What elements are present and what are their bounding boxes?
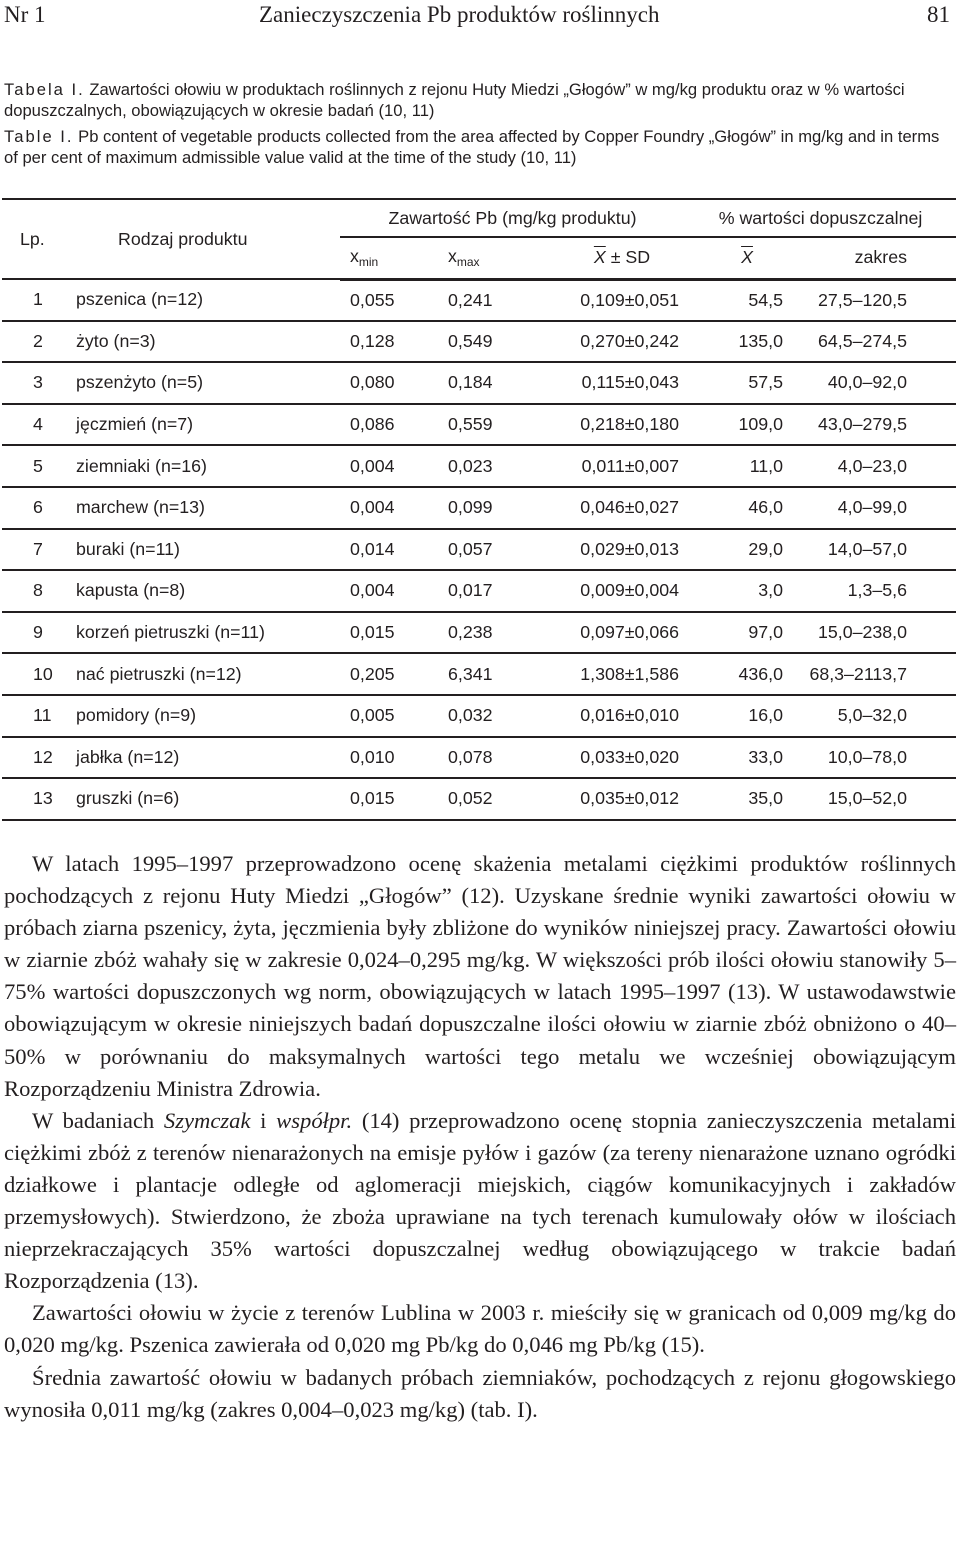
cell-percent: 35,0	[685, 778, 789, 820]
header-percent-mean-symbol: $\overline{X}$	[741, 247, 753, 268]
cell-mean-sd: 0,016±0,010	[525, 695, 685, 737]
cell-lp: 9	[2, 612, 66, 654]
table-row	[2, 653, 956, 695]
cell-percent: 57,5	[685, 362, 789, 404]
cell-range: 14,0–57,0	[789, 529, 956, 571]
cell-lp: 6	[2, 487, 66, 529]
cell-max: 0,017	[430, 570, 525, 612]
author-name: Szymczak	[163, 1107, 251, 1133]
cell-min: 0,055	[340, 279, 430, 321]
cell-percent: 109,0	[685, 404, 789, 446]
cell-product: jabłka (n=12)	[66, 737, 340, 779]
cell-min: 0,010	[340, 737, 430, 779]
cell-min: 0,015	[340, 778, 430, 820]
cell-mean-sd: 0,218±0,180	[525, 404, 685, 446]
header-x-max	[430, 237, 525, 279]
cell-percent: 3,0	[685, 570, 789, 612]
cell-product: marchew (n=13)	[66, 487, 340, 529]
cell-lp: 10	[2, 653, 66, 695]
cell-percent: 135,0	[685, 321, 789, 363]
cell-lp: 11	[2, 695, 66, 737]
cell-mean-sd: 0,270±0,242	[525, 321, 685, 363]
cell-percent: 46,0	[685, 487, 789, 529]
table-row	[2, 404, 956, 446]
header-x-max-symbol: x	[448, 246, 457, 267]
running-header	[0, 0, 960, 32]
cell-product: kapusta (n=8)	[66, 570, 340, 612]
cell-range: 15,0–238,0	[789, 612, 956, 654]
cell-product: gruszki (n=6)	[66, 778, 340, 820]
cell-min: 0,004	[340, 570, 430, 612]
cell-mean-sd: 0,046±0,027	[525, 487, 685, 529]
cell-range: 1,3–5,6	[789, 570, 956, 612]
lead-content-table	[2, 198, 956, 821]
cell-max: 0,023	[430, 445, 525, 487]
cell-range: 27,5–120,5	[789, 279, 956, 321]
cell-min: 0,205	[340, 653, 430, 695]
caption-polish-text: Zawartości ołowiu w produktach roślinnych z rejonu Huty Miedzi „Głogów” w mg/kg produktu oraz w % wartości dopuszczalnych, obowiązujących w okresie badań (10, 11)	[4, 80, 905, 120]
paragraph-4: Średnia zawartość ołowiu w badanych próbach ziemniaków, pochodzących z rejonu głogowskiego wynosiła 0,011 mg/kg (zakres 0,004–0,023 mg/kg) (tab. I).	[4, 1364, 956, 1422]
paragraph-1: W latach 1995–1997 przeprowadzono ocenę skażenia metalami ciężkimi produktów roślinnych pochodzących z rejonu Huty Miedzi „Głogów” (12). Uzyskane średnie wyniki zawartości ołowiu w próbach ziarna pszenicy, żyta, jęczmienia były zbliżone do wyników niniejszej pracy. Zawartości ołowiu w ziarnie zbóż wahały się w zakresie 0,024–0,295 mg/kg. W większości prób ilości ołowiu stanowiły 5–75% wartości dopuszczonych wg norm, obowiązujących w latach 1995–1997 (13). W ustawodawstwie obowiązującym w okresie niniejszych badań dopuszczalne ilości ołowiu w ziarnie zbóż obniżono o 40–50% w porównaniu do maksymalnych wartości tego metalu we wcześniej obowiązującym Rozporządzeniu Ministra Zdrowia.	[4, 851, 956, 1101]
cell-range: 10,0–78,0	[789, 737, 956, 779]
cell-lp: 13	[2, 778, 66, 820]
cell-product: żyto (n=3)	[66, 321, 340, 363]
cell-mean-sd: 0,115±0,043	[525, 362, 685, 404]
cell-mean-sd: 0,009±0,004	[525, 570, 685, 612]
cell-lp: 8	[2, 570, 66, 612]
header-lp: Lp.	[2, 199, 66, 279]
article-body	[4, 848, 956, 1426]
cell-product: pomidory (n=9)	[66, 695, 340, 737]
cell-mean-sd: 1,308±1,586	[525, 653, 685, 695]
paragraph-2-part-a: W badaniach	[32, 1107, 164, 1133]
cell-min: 0,128	[340, 321, 430, 363]
table-row	[2, 695, 956, 737]
cell-max: 0,238	[430, 612, 525, 654]
cell-min: 0,086	[340, 404, 430, 446]
table-row	[2, 737, 956, 779]
cell-max: 0,099	[430, 487, 525, 529]
caption-english	[4, 126, 956, 168]
header-max-subscript: max	[456, 255, 480, 270]
cell-mean-sd: 0,109±0,051	[525, 279, 685, 321]
cell-min: 0,004	[340, 445, 430, 487]
cell-max: 6,341	[430, 653, 525, 695]
cell-product: korzeń pietruszki (n=11)	[66, 612, 340, 654]
table-row	[2, 487, 956, 529]
cell-product: buraki (n=11)	[66, 529, 340, 571]
cell-min: 0,005	[340, 695, 430, 737]
header-mean-symbol: $\overline{X}$	[593, 247, 606, 268]
cell-min: 0,004	[340, 487, 430, 529]
header-product: Rodzaj produktu	[66, 199, 340, 279]
cell-percent: 11,0	[685, 445, 789, 487]
cell-range: 43,0–279,5	[789, 404, 956, 446]
cell-range: 40,0–92,0	[789, 362, 956, 404]
cell-range: 15,0–52,0	[789, 778, 956, 820]
cell-max: 0,078	[430, 737, 525, 779]
cell-lp: 2	[2, 321, 66, 363]
running-title: Zanieczyszczenia Pb produktów roślinnych	[259, 2, 660, 27]
cell-percent: 436,0	[685, 653, 789, 695]
caption-polish	[4, 79, 956, 121]
table-row	[2, 321, 956, 363]
cell-percent: 54,5	[685, 279, 789, 321]
cell-lp: 12	[2, 737, 66, 779]
table-row	[2, 445, 956, 487]
header-x-min	[340, 237, 430, 279]
cell-max: 0,549	[430, 321, 525, 363]
cell-percent: 29,0	[685, 529, 789, 571]
cell-lp: 4	[2, 404, 66, 446]
header-x-min-symbol: x	[350, 246, 359, 267]
cell-mean-sd: 0,033±0,020	[525, 737, 685, 779]
page-number: 81	[927, 2, 950, 27]
cell-percent: 33,0	[685, 737, 789, 779]
cell-percent: 97,0	[685, 612, 789, 654]
table-row	[2, 529, 956, 571]
paragraph-3: Zawartości ołowiu w życie z terenów Lublina w 2003 r. mieściły się w granicach od 0,009 mg/kg do 0,020 mg/kg. Pszenica zawierała od 0,020 mg Pb/kg do 0,046 mg Pb/kg (15).	[4, 1300, 956, 1358]
header-min-subscript: min	[358, 255, 379, 270]
table-captions	[4, 79, 956, 173]
table-row	[2, 778, 956, 820]
cell-min: 0,014	[340, 529, 430, 571]
cell-max: 0,559	[430, 404, 525, 446]
cell-min: 0,080	[340, 362, 430, 404]
cell-max: 0,184	[430, 362, 525, 404]
cell-mean-sd: 0,011±0,007	[525, 445, 685, 487]
cell-lp: 7	[2, 529, 66, 571]
cell-range: 5,0–32,0	[789, 695, 956, 737]
cell-max: 0,052	[430, 778, 525, 820]
table-row	[2, 279, 956, 321]
paragraph-2-part-b: i	[250, 1107, 277, 1133]
issue-number: Nr 1	[4, 2, 46, 27]
cell-max: 0,032	[430, 695, 525, 737]
table-row	[2, 612, 956, 654]
caption-polish-label: Tabela I.	[4, 80, 85, 99]
header-percent-group: % wartości dopuszczalnej	[685, 199, 956, 237]
cell-product: nać pietruszki (n=12)	[66, 653, 340, 695]
table-row	[2, 362, 956, 404]
cell-lp: 1	[2, 279, 66, 321]
cell-range: 4,0–99,0	[789, 487, 956, 529]
cell-lp: 3	[2, 362, 66, 404]
cell-range: 4,0–23,0	[789, 445, 956, 487]
cell-min: 0,015	[340, 612, 430, 654]
header-mean-sd	[525, 237, 685, 279]
caption-english-text: Pb content of vegetable products collected from the area affected by Copper Foundry „Głogów” in mg/kg and in terms of per cent of maximum admissible value valid at the time of the study (10, 11)	[4, 127, 940, 167]
table-header-row-1	[2, 199, 956, 237]
cell-product: pszenżyto (n=5)	[66, 362, 340, 404]
header-sd-suffix: ± SD	[610, 247, 651, 268]
cell-product: ziemniaki (n=16)	[66, 445, 340, 487]
header-range: zakres	[789, 237, 956, 279]
table-row	[2, 570, 956, 612]
cell-range: 64,5–274,5	[789, 321, 956, 363]
header-content-group: Zawartość Pb (mg/kg produktu)	[340, 199, 685, 237]
cell-mean-sd: 0,029±0,013	[525, 529, 685, 571]
table-body	[2, 279, 956, 820]
et-al: współpr.	[276, 1107, 353, 1133]
cell-max: 0,241	[430, 279, 525, 321]
caption-english-label: Table I.	[4, 127, 74, 146]
cell-percent: 16,0	[685, 695, 789, 737]
header-percent-mean	[685, 237, 789, 279]
paragraph-2-part-c: (14) przeprowadzono ocenę stopnia zanieczyszczenia metalami ciężkimi zbóż z terenów nienarażonych na emisje pyłów i gazów (za tereny nienarażone uznano ogródki działkowe i plantacje odległe od aglomeracji miejskich, ciągów komunikacyjnych i zakładów przemysłowych). Stwierdzono, że zboża uprawiane na tych terenach kumulowały ołów w ilościach nieprzekraczających 35% wartości dopuszczalnej według obowiązującego w trakcie badań Rozporządzenia (13).	[4, 1107, 957, 1294]
cell-max: 0,057	[430, 529, 525, 571]
cell-lp: 5	[2, 445, 66, 487]
cell-product: pszenica (n=12)	[66, 279, 340, 321]
paragraph-2	[4, 1105, 956, 1298]
cell-mean-sd: 0,035±0,012	[525, 778, 685, 820]
cell-mean-sd: 0,097±0,066	[525, 612, 685, 654]
cell-product: jęczmień (n=7)	[66, 404, 340, 446]
cell-range: 68,3–2113,7	[789, 653, 956, 695]
